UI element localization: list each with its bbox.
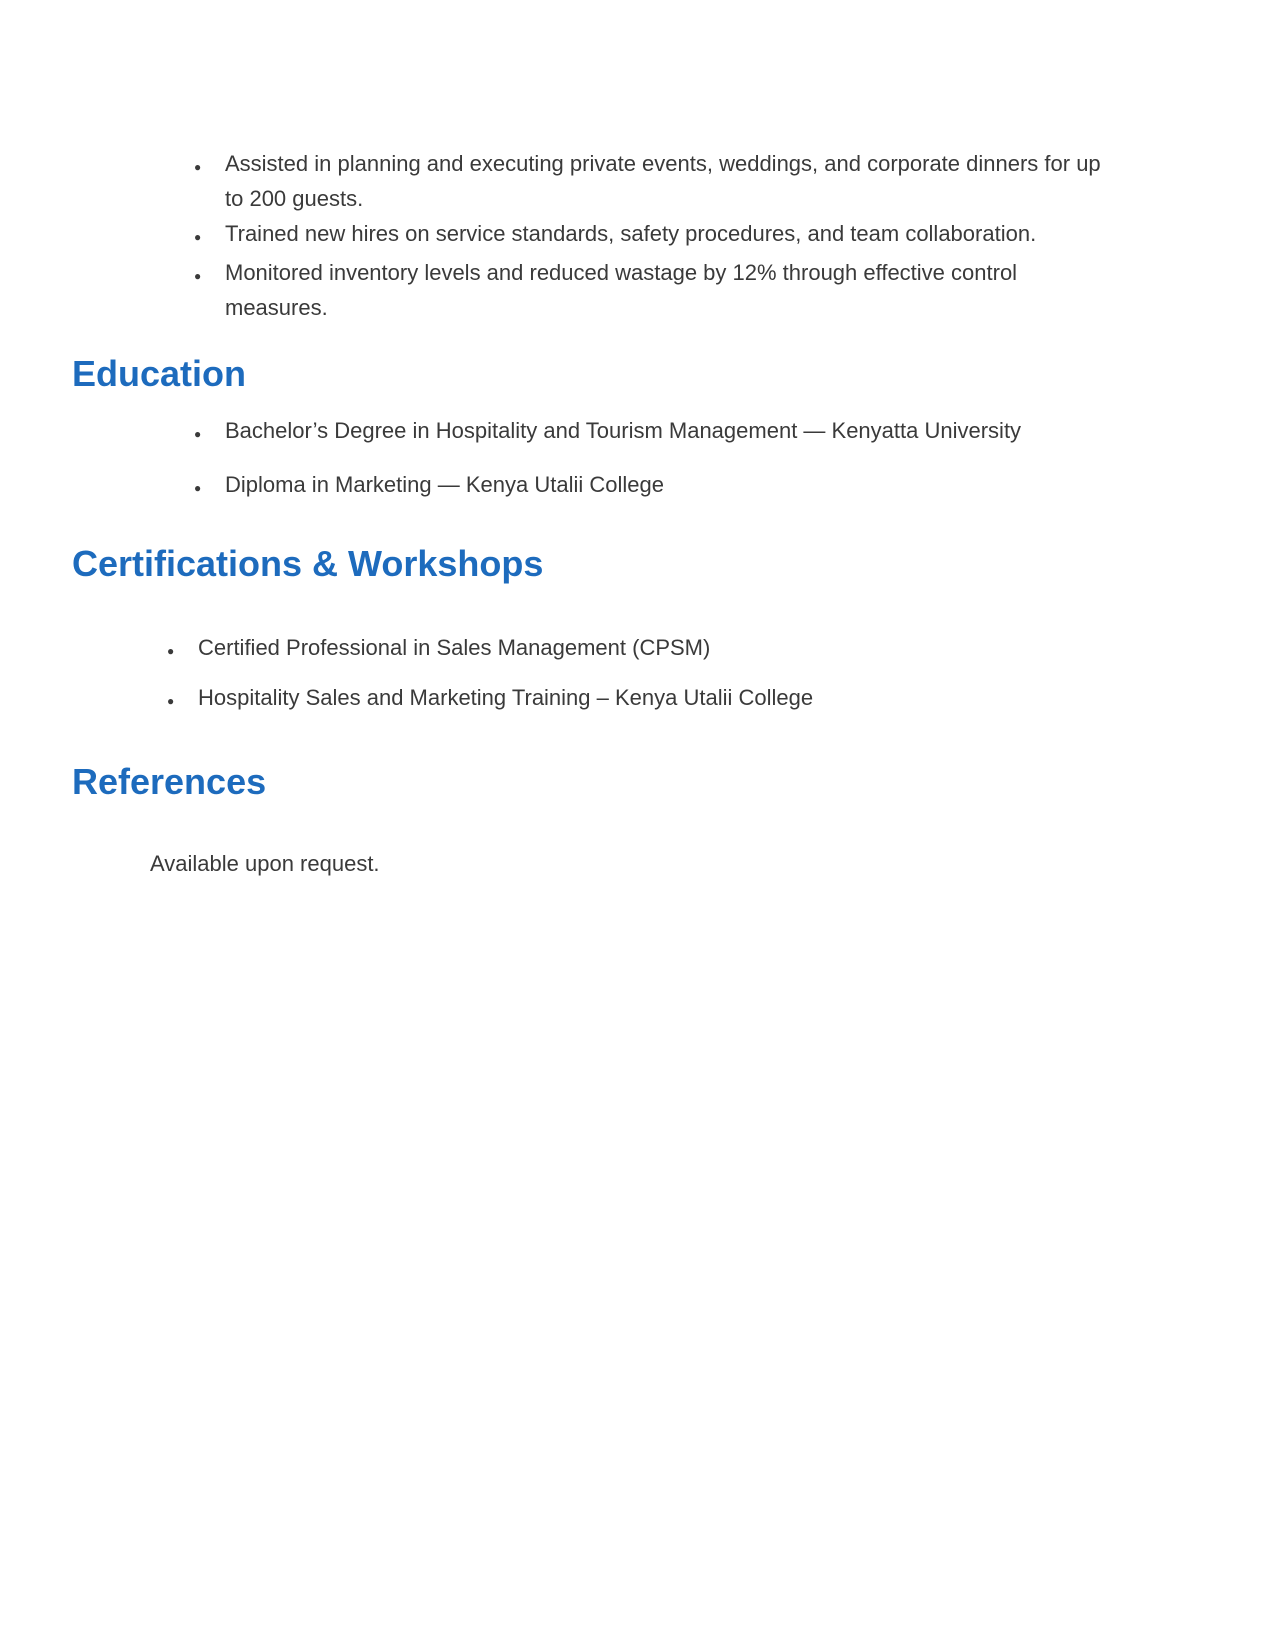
- bullet-icon: [167, 630, 198, 669]
- education-item-text: Diploma in Marketing — Kenya Utalii College: [225, 472, 664, 497]
- section-heading-references: References: [72, 761, 267, 802]
- certification-item-text: Certified Professional in Sales Management (CPSM): [198, 635, 711, 660]
- bullet-icon: [194, 413, 225, 452]
- experience-bullet-text: Monitored inventory levels and reduced wastage by 12% through effective control measures.: [225, 260, 1018, 320]
- list-item: [72, 630, 1125, 669]
- experience-bullet-text: Assisted in planning and executing private events, weddings, and corporate dinners for up to 200 guests.: [225, 151, 1101, 211]
- bullet-icon: [194, 255, 225, 294]
- list-item: [72, 146, 1125, 216]
- education-item-text: Bachelor’s Degree in Hospitality and Tourism Management — Kenyatta University: [225, 418, 1022, 443]
- section-heading-certifications: Certifications & Workshops: [72, 543, 544, 584]
- references-text: Available upon request.: [150, 851, 380, 876]
- list-item: [72, 413, 1125, 452]
- certification-item-text: Hospitality Sales and Marketing Training – Kenya Utalii College: [198, 685, 814, 710]
- bullet-icon: [194, 467, 225, 506]
- section-heading-education: Education: [72, 353, 247, 394]
- bullet-icon: [194, 216, 225, 255]
- bullet-icon: [194, 146, 225, 185]
- experience-bullet-text: Trained new hires on service standards, safety procedures, and team collaboration.: [225, 221, 1037, 246]
- experience-bullet-list: [72, 146, 1125, 325]
- certifications-bullet-list: [72, 630, 1125, 719]
- bullet-icon: [167, 680, 198, 719]
- list-item: [72, 680, 1125, 719]
- list-item: [72, 216, 1125, 255]
- education-bullet-list: [72, 413, 1125, 506]
- list-item: [72, 255, 1125, 325]
- list-item: [72, 467, 1125, 506]
